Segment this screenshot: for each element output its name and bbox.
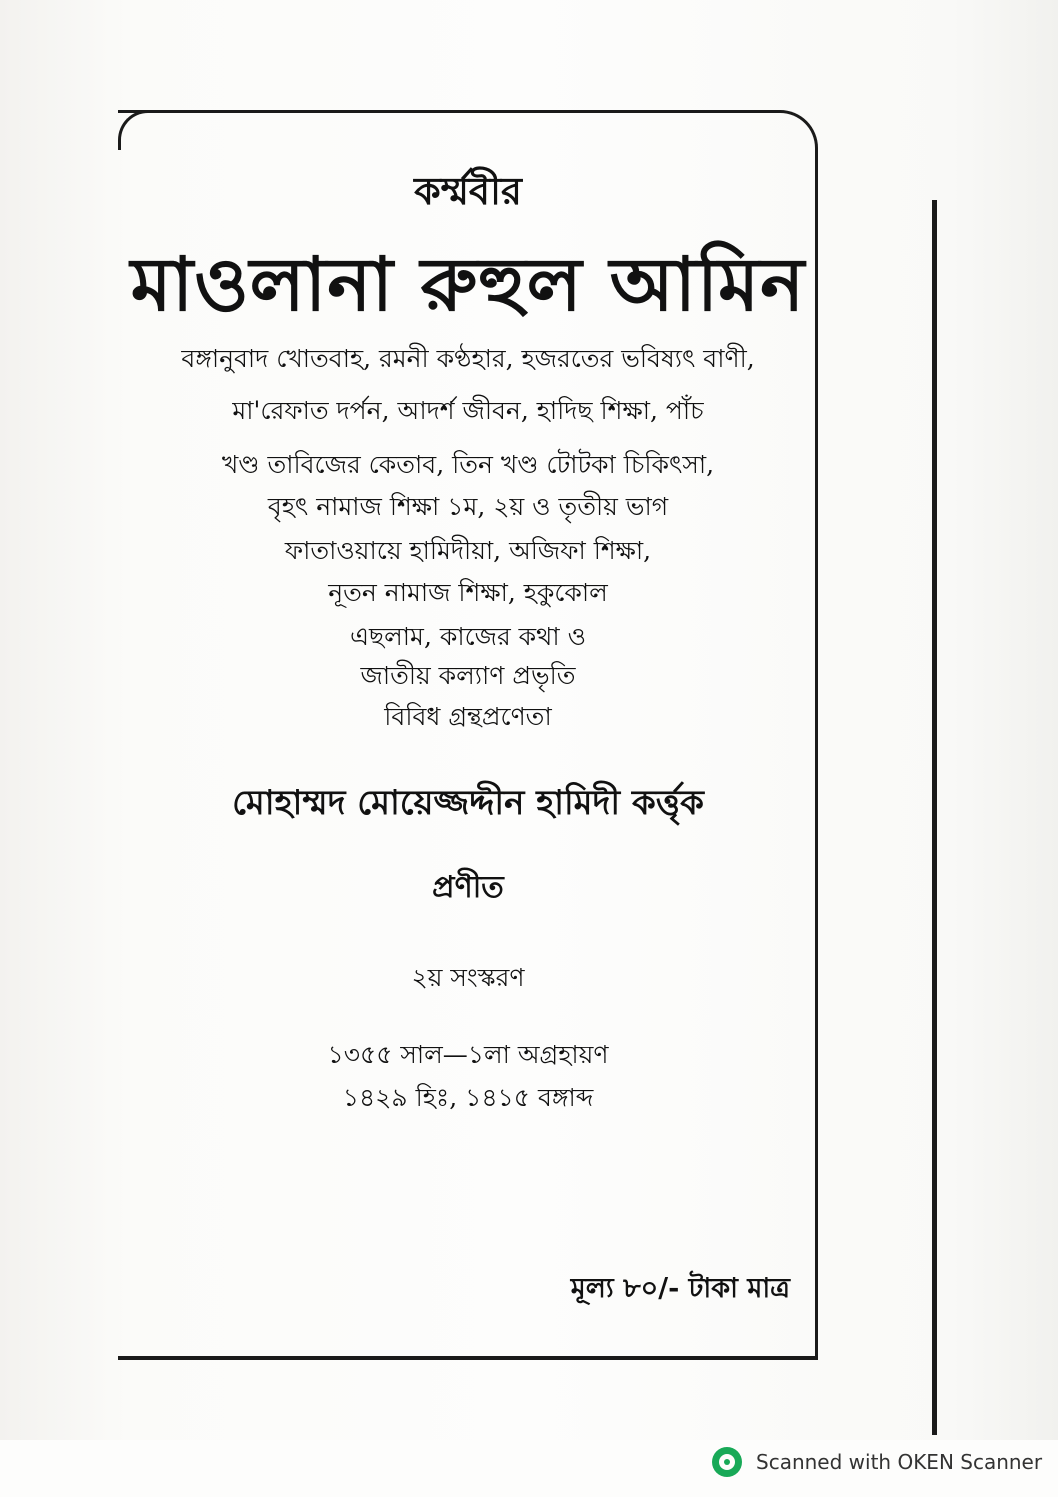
scanner-watermark	[706, 1440, 1058, 1484]
date-line-2: ১৪২৯ হিঃ, ১৪১৫ বঙ্গাব্দ	[342, 1083, 594, 1112]
works-line-3: খণ্ড তাবিজের কেতাব, তিন খণ্ড টোটকা চিকিৎসা,	[221, 450, 715, 479]
works-line-1: বঙ্গানুবাদ খোতবাহ, রমনী কণ্ঠহার, হজরতের ভবিষ্যৎ বাণী,	[181, 344, 755, 373]
author-line: মোহাম্মদ মোয়েজ্জদ্দীন হামিদী কর্ত্তৃক	[232, 783, 704, 823]
scanner-logo-icon	[712, 1447, 742, 1477]
page-edge-rule	[932, 200, 937, 1435]
works-line-7: এছলাম, কাজের কথা ও	[350, 622, 586, 651]
book-title: মাওলানা রুহুল আমিন	[130, 242, 806, 328]
epithet: কর্ম্মবীর	[414, 168, 522, 213]
works-line-6: নূতন নামাজ শিক্ষা, হকুকোল	[328, 578, 608, 607]
works-line-4: বৃহৎ নামাজ শিক্ষা ১ম, ২য় ও তৃতীয় ভাগ	[267, 492, 669, 521]
works-line-9: বিবিধ গ্রন্থপ্রণেতা	[384, 702, 552, 731]
works-line-8: জাতীয় কল্যাণ প্রভৃতি	[360, 661, 576, 690]
price: মূল্য ৮০/- টাকা মাত্র	[570, 1273, 790, 1304]
works-line-5: ফাতাওয়ায়ে হামিদীয়া, অজিফা শিক্ষা,	[284, 536, 652, 565]
edition: ২য় সংস্করণ	[411, 963, 525, 992]
date-line-1: ১৩৫৫ সাল—১লা অগ্রহায়ণ	[327, 1040, 609, 1069]
works-line-2: মা'রেফাত দর্পন, আদর্শ জীবন, হাদিছ শিক্ষা, পাঁচ	[232, 396, 704, 425]
scanner-text: Scanned with OKEN Scanner	[756, 1450, 1043, 1474]
written-by: প্রণীত	[432, 870, 504, 905]
